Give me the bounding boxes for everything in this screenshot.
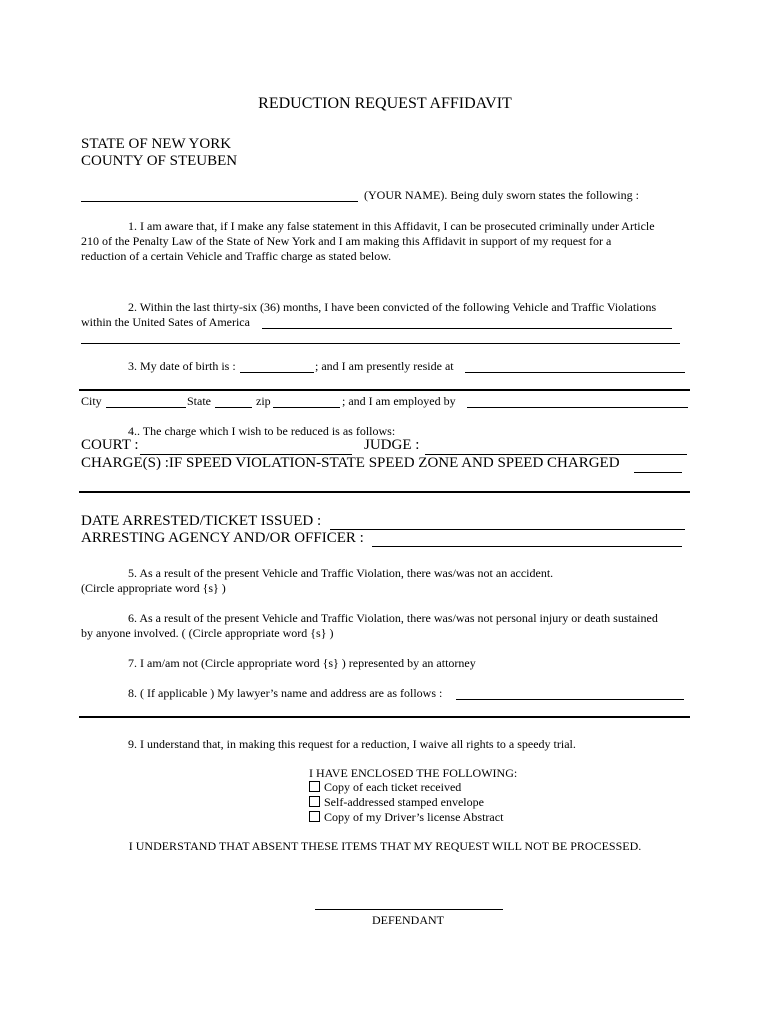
paragraph-9: 9. I understand that, in making this request for a reduction, I waive all rights to a speedy trial. xyxy=(128,737,576,751)
paragraph-6-line-1: 6. As a result of the present Vehicle and Traffic Violation, there was/was not personal injury or death sustained xyxy=(128,611,658,625)
date-arrested-label: DATE ARRESTED/TICKET ISSUED : xyxy=(81,513,322,529)
ticket-checkbox[interactable] xyxy=(309,781,320,792)
city-field[interactable] xyxy=(106,407,186,408)
state-heading: STATE OF NEW YORK xyxy=(81,136,232,152)
section-divider-1 xyxy=(79,389,690,391)
paragraph-2-line-1: 2. Within the last thirty-six (36) months, I have been convicted of the following Vehicle and Traffic Violations xyxy=(128,300,657,314)
paragraph-5-line-1: 5. As a result of the present Vehicle and Traffic Violation, there was/was not an accident. xyxy=(128,566,554,580)
zip-label: zip xyxy=(256,394,271,408)
paragraph-1-line-3: reduction of a certain Vehicle and Traffic charge as stated below. xyxy=(81,249,392,263)
reside-label: ; and I am presently reside at xyxy=(315,359,454,373)
envelope-checkbox[interactable] xyxy=(309,796,320,807)
violations-field-2[interactable] xyxy=(81,343,680,344)
section-divider-2 xyxy=(79,491,690,493)
date-of-birth-label: 3. My date of birth is : xyxy=(128,359,236,373)
charges-label: CHARGE(S) :IF SPEED VIOLATION-STATE SPEED ZONE AND SPEED CHARGED xyxy=(81,455,620,471)
judge-label: JUDGE : xyxy=(364,437,420,453)
enclosed-item-license[interactable] xyxy=(309,810,503,825)
charges-field[interactable] xyxy=(634,472,682,473)
arresting-agency-label: ARRESTING AGENCY AND/OR OFFICER : xyxy=(81,530,364,546)
paragraph-2-line-2: within the United Sates of America xyxy=(81,315,250,329)
paragraph-8: 8. ( If applicable ) My lawyer’s name and address are as follows : xyxy=(128,686,443,700)
violations-field-1[interactable] xyxy=(262,328,672,329)
court-label: COURT : xyxy=(81,437,139,453)
city-label: City xyxy=(81,394,102,408)
your-name-field[interactable] xyxy=(81,201,358,202)
county-heading: COUNTY OF STEUBEN xyxy=(81,153,238,169)
section-divider-3 xyxy=(79,716,690,718)
enclosed-item-envelope[interactable] xyxy=(309,795,484,810)
enclosed-item-label: Copy of each ticket received xyxy=(324,780,462,794)
defendant-label: DEFENDANT xyxy=(372,913,444,927)
enclosed-item-label: Self-addressed stamped envelope xyxy=(324,795,484,809)
license-checkbox[interactable] xyxy=(309,811,320,822)
zip-field[interactable] xyxy=(273,407,340,408)
employed-label: ; and I am employed by xyxy=(342,394,456,408)
paragraph-6-line-2: by anyone involved. ( (Circle appropriate word {s} ) xyxy=(81,626,334,640)
residence-field[interactable] xyxy=(465,372,685,373)
warning-text: I UNDERSTAND THAT ABSENT THESE ITEMS THAT MY REQUEST WILL NOT BE PROCESSED. xyxy=(128,839,642,853)
paragraph-4: 4.. The charge which I wish to be reduced is as follows: xyxy=(128,424,396,438)
date-arrested-field[interactable] xyxy=(330,529,685,530)
state-field[interactable] xyxy=(215,407,252,408)
paragraph-1-line-2: 210 of the Penalty Law of the State of New York and I am making this Affidavit in support of my request for a xyxy=(81,234,612,248)
date-of-birth-field[interactable] xyxy=(240,372,314,373)
enclosed-item-ticket[interactable] xyxy=(309,780,461,795)
employer-field[interactable] xyxy=(467,407,688,408)
lawyer-field[interactable] xyxy=(456,699,684,700)
paragraph-7: 7. I am/am not (Circle appropriate word {s} ) represented by an attorney xyxy=(128,656,476,670)
your-name-label: (YOUR NAME). Being duly sworn states the following : xyxy=(364,188,639,202)
defendant-signature-field[interactable] xyxy=(315,909,503,910)
state-label: State xyxy=(187,394,211,408)
enclosed-item-label: Copy of my Driver’s license Abstract xyxy=(324,810,504,824)
paragraph-5-line-2: (Circle appropriate word {s} ) xyxy=(81,581,226,595)
paragraph-1-line-1: 1. I am aware that, if I make any false statement in this Affidavit, I can be prosecuted criminally under Article xyxy=(128,219,655,233)
document-title: REDUCTION REQUEST AFFIDAVIT xyxy=(258,95,512,112)
arresting-agency-field[interactable] xyxy=(372,546,682,547)
enclosed-heading: I HAVE ENCLOSED THE FOLLOWING: xyxy=(309,766,518,780)
